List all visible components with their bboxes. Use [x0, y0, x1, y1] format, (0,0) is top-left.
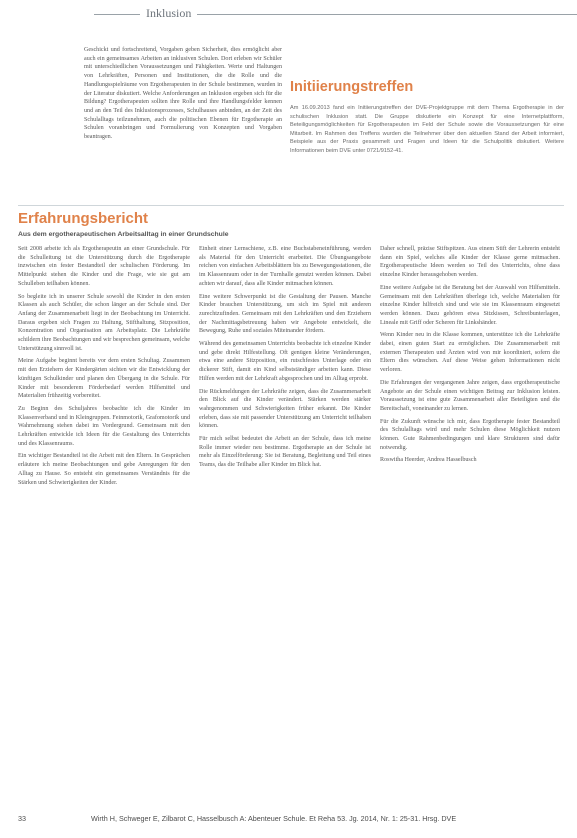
intro-paragraph: Geschickt und fortschreitend, Vorgaben geben Sicherheit, dies ermöglicht aber auch ein gemeinsames Arbeiten an inklusiven Schulen. Dort erleben wir Schüler mit unterschiedlichen Voraussetzungen und Fähigkeiten. Werte und Haltungen von Lehrkräften, Personen und Institutionen, die die Rolle und die Handlungsspielräume von Ergotherapeuten in der Schule bestimmen, wurden in der Literatur diskutiert. Welche Anforderungen an Inklusion ergeben sich für die Bildung? Ergotherapeuten sollten ihre Rolle und ihre Handlungsfelder kennen und an den Teil des Inklusionsprozesses, Schulhauses anbinden, an der Zeit des Schulalltags teilzunehmen, auch die politischen Ebenen für Ergotherapie an Schulen voranbringen und Formulierung von Konzepten und Vorgaben beantragen.	[84, 47, 282, 141]
paragraph: Eine weitere Aufgabe ist die Beratung bei der Auswahl von Hilfsmitteln. Gemeinsam mit den Lehrkräften überlege ich, welche Materialien für einzelne Kinder hilfreich sind und wie sie im Klassenraum eingesetzt werden können. Dazu gehören etwa Sitzkissen, Schreibunterlagen, Lineale mit Griff oder Scheren für Linkshänder.	[380, 284, 560, 326]
page-header	[0, 0, 577, 38]
paragraph: Zu Beginn des Schuljahres beobachte ich die Kinder im Klassenverband und in Kleingruppen. Feinmotorik, Grafomotorik und Wahrnehmung stehen dabei im Vordergrund. Gemeinsam mit den Lehrkräften entwickle ich Ideen für die Gestaltung des Unterrichts und des Klassenraums.	[18, 405, 190, 447]
paragraph: So begleite ich in unserer Schule sowohl die Kinder in den ersten Klassen als auch Schüler, die schon länger an der Schule sind. Der Anfang der Zusammenarbeit liegt in der Beobachtung im Unterricht. Daraus ergeben sich Fragen zu Haltung, Stifthaltung, Sitzposition, Konzentration und Organisation am Arbeitsplatz. Die Lehrkräfte schildern ihre Beobachtungen und wir besprechen gemeinsam, welche Unterstützung sinnvoll ist.	[18, 293, 190, 352]
article-column-3	[380, 245, 560, 469]
paragraph: Eine weitere Schwerpunkt ist die Gestaltung der Pausen. Manche Kinder brauchen Unterstützung, um sich im Spiel mit anderen zurechtzufinden. Gemeinsam mit den Lehrkräften und den Erziehern der Nachmittagsbetreuung haben wir Angebote entwickelt, die Bewegung, Ruhe und soziales Miteinander fördern.	[199, 293, 371, 335]
article-column-2	[199, 245, 371, 474]
paragraph: Die Erfahrungen der vergangenen Jahre zeigen, dass ergotherapeutische Angebote an der Schule einen wichtigen Beitrag zur Inklusion leisten. Voraussetzung ist eine gute Zusammenarbeit aller Beteiligten und die Bereitschaft, voneinander zu lernen.	[380, 379, 560, 412]
citation-line: Wirth H, Schweger E, Zilbarot C, Hasselbusch A: Abenteuer Schule. Et Reha 53. Jg. 2014, Nr. 1: 25-31. Hrsg. DVE	[91, 814, 457, 823]
info-box-title: Initiierungstreffen	[290, 79, 414, 95]
intro-text-column	[84, 46, 282, 146]
authors-line: Roswitha Heerder, Andrea Hasselbusch	[380, 457, 477, 464]
paragraph: Seit 2008 arbeite ich als Ergotherapeutin an einer Grundschule. Für die Schulleitung ist die Unterstützung durch die Ergotherapie inzwischen ein fester Bestandteil der schulischen Förderung. Im Mittelpunkt stehen die Kinder und die Frage, wie sie gut am Schulleben teilhaben können.	[18, 246, 190, 287]
paragraph: Ein wichtiger Bestandteil ist die Arbeit mit den Eltern. In Gesprächen erläutere ich meine Beobachtungen und gebe Anregungen für den Alltag zu Hause. So entsteht ein gemeinsames Verständnis für die Stärken und Schwierigkeiten der Kinder.	[18, 453, 190, 486]
paragraph: Für mich selbst bedeutet die Arbeit an der Schule, dass ich meine Rolle immer wieder neu bestimme. Ergotherapie an der Schule ist mehr als Einzelförderung: Sie ist Beratung, Begleitung und Teil eines Teams, das die Teilhabe aller Kinder im Blick hat.	[199, 436, 371, 469]
paragraph: Die Rückmeldungen der Lehrkräfte zeigen, dass die Zusammenarbeit den Blick auf die Kinder verändert. Stärken werden stärker wahrgenommen und Schwierigkeiten früher erkannt. Die Kinder erleben, dass sie mit passender Unterstützung am Unterricht teilhaben können.	[199, 388, 371, 430]
section-divider	[18, 205, 564, 206]
paragraph: Einheit einer Lernschiene, z.B. eine Buchstabeneinführung, werden als Material für den Unterricht erarbeitet. Die Übungsangebote reichen von einfachen Arbeitsblättern bis zu Bewegungsstationen, die im Klassenraum oder in der Turnhalle genutzt werden können. Dabei achten wir darauf, dass alle Kinder mitmachen können.	[199, 246, 371, 287]
running-title: Inklusion	[140, 6, 197, 21]
section-title: Erfahrungsbericht	[18, 210, 149, 227]
page-number: 33	[18, 814, 26, 823]
paragraph: Während des gemeinsamen Unterrichts beobachte ich einzelne Kinder und gebe direkt Hilfestellung. Oft genügen kleine Veränderungen, etwa eine andere Sitzposition, ein rutschfestes Unterlage oder ein dickerer Stift, damit ein Kind selbstständiger arbeiten kann. Diese Hilfen werden mit der Lehrkraft abgesprochen und im Alltag erprobt.	[199, 341, 371, 382]
article-column-1	[18, 245, 190, 491]
info-box-text	[290, 104, 564, 159]
paragraph: Für die Zukunft wünsche ich mir, dass Ergotherapie fester Bestandteil des Schulalltags wird und mehr Schulen diese Möglichkeit nutzen können. Gute Rahmenbedingungen und klare Strukturen sind dafür notwendig.	[380, 418, 560, 451]
paragraph: Wenn Kinder neu in die Klasse kommen, unterstütze ich die Lehrkräfte dabei, einen guten Start zu ermöglichen. Die Zusammenarbeit mit externen Therapeuten und Ärzten wird von mir koordiniert, sofern die Eltern dies wünschen. Auf diese Weise gehen Informationen nicht verloren.	[380, 332, 560, 374]
info-box-paragraph: Am 16.09.2013 fand ein Initiierungstreffen der DVE-Projektgruppe mit dem Thema Ergotherapie in der schulischen Inklusion statt. Die Gruppe diskutierte ein Konzept für eine Internetplattform, Beteiligungsmöglichkeiten für Ergotherapeuten im Feld der Schule sowie die Voraussetzungen für eine Mitarbeit. Im Rahmen des Treffens wurden die Teilnehmer über den aktuellen Stand der Arbeit informiert, Beispiele aus der Praxis gesammelt und Fragen und Ideen für die Schulpolitik diskutiert. Weitere Informationen beim DVE unter 0721/9152-41.	[290, 105, 564, 154]
section-subtitle: Aus dem ergotherapeutischen Arbeitsalltag in einer Grundschule	[18, 231, 229, 238]
paragraph: Daher schnell, präzise Stiftspitzen. Aus einem Stift der Lehrerin entsteht dann ein Spiel, welches alle Kinder der Klasse gerne mitmachen. Ergotherapeutische Ideen werden so Teil des Unterrichts, ohne dass einzelne Kinder herausgehoben werden.	[380, 246, 560, 279]
paragraph: Meine Aufgabe beginnt bereits vor dem ersten Schultag. Zusammen mit den Erziehern der Kindergärten sichten wir die Entwicklung der künftigen Schulkinder und planen den Übergang in die Schule. Für Kinder mit besonderem Förderbedarf werden Hilfsmittel und Materialien frühzeitig vorbereitet.	[18, 358, 190, 400]
